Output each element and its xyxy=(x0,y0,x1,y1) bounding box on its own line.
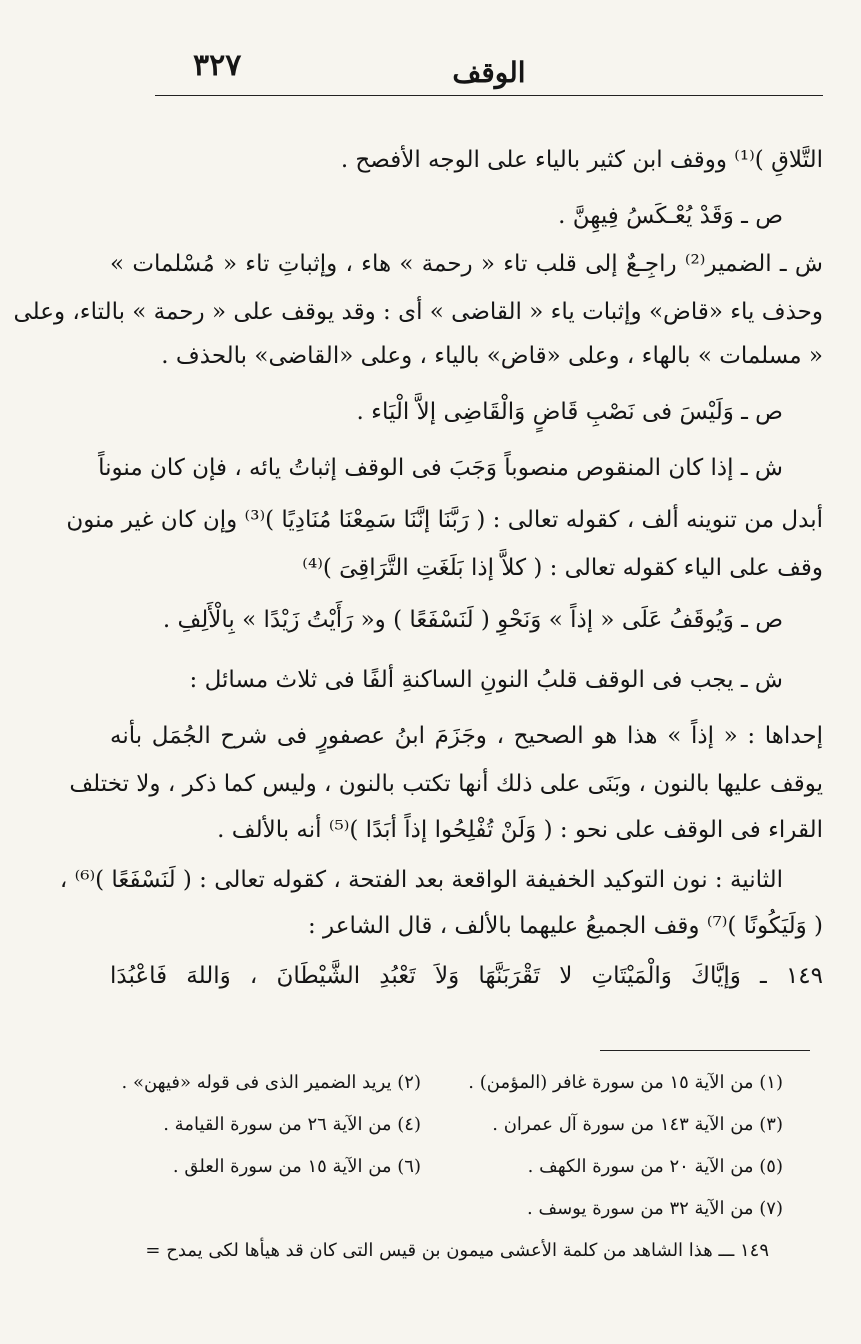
footnote-149: ١٤٩ ـــ هذا الشاهد من كلمة الأعشى ميمون بن قيس التى كان قد هيأها لكى يمدح = xyxy=(145,1240,769,1261)
text-line: ص ـ وَلَيْسَ فى نَصْبِ قَاضٍ وَالْقَاضِى إلاَّ الْيَاء . xyxy=(356,399,783,425)
footnote-3: (٣) من الآية ١٤٣ من سورة آل عمران . xyxy=(492,1114,783,1135)
text-line: وحذف ياء «قاض» وإثبات ياء « القاضى » أى : وقد يوقف على « رحمة » بالتاء، وعلى xyxy=(13,299,823,325)
header-rule xyxy=(155,95,823,96)
text-line: ( وَلَيَكُونًا )⁽⁷⁾ وقف الجميعُ عليهما بالألف ، قال الشاعر : xyxy=(307,913,823,939)
text-line: ص ـ وَيُوقَفُ عَلَى « إذاً » وَنَحْوِ ( لَنَسْفَعًا ) و« رَأَيْتُ زَيْدًا » بِالْأَلِفِ . xyxy=(162,607,783,633)
footnote-5: (٥) من الآية ٢٠ من سورة الكهف . xyxy=(527,1156,783,1177)
text-line: ص ـ وَقَدْ يُعْـكَسُ فِيهِنَّ . xyxy=(558,203,783,229)
text-line: التَّلاقِ )⁽¹⁾ ووقف ابن كثير بالياء على الوجه الأفصح . xyxy=(340,147,823,173)
footnote-rule xyxy=(600,1050,810,1051)
footnote-4: (٤) من الآية ٢٦ من سورة القيامة . xyxy=(163,1114,421,1135)
text-line: ش ـ الضمير⁽²⁾ راجِـعٌ إلى قلب تاء « رحمة » هاء ، وإثباتِ تاء « مُسْلمات » xyxy=(110,251,823,277)
footnote-2: (٢) يريد الضمير الذى فى قوله «فيهن» . xyxy=(121,1072,421,1093)
text-line: إحداها : « إذاً » هذا هو الصحيح ، وجَزَمَ ابنُ عصفورٍ فى شرح الجُمَل بأنه xyxy=(110,723,823,749)
text-line: ش ـ إذا كان المنقوص منصوباً وَجَبَ فى الوقف إثباتُ يائه ، فإن كان منوناً xyxy=(98,455,783,481)
text-line: أبدل من تنوينه ألف ، كقوله تعالى : ( رَبَّنَا إنَّنَا سَمِعْنَا مُنَادِيًا )⁽³⁾ وإن كان غير منون xyxy=(66,507,823,533)
text-line: ش ـ يجب فى الوقف قلبُ النونِ الساكنةِ ألفًا فى ثلاث مسائل : xyxy=(189,667,783,693)
poetry-verse: ١٤٩ ـ وَإيَّاكَ وَالْمَيْتَاتِ لا تَقْرَبَنَّهَا وَلاَ تَعْبُدِ الشَّيْطَانَ ، وَاللهَ فَاعْبُدَا xyxy=(110,963,823,989)
footnote-6: (٦) من الآية ١٥ من سورة العلق . xyxy=(172,1156,421,1177)
footnote-7: (٧) من الآية ٣٢ من سورة يوسف . xyxy=(527,1198,783,1219)
running-head: الوقف xyxy=(452,56,526,89)
page-header xyxy=(155,48,823,96)
text-line: « مسلمات » بالهاء ، وعلى «قاض» بالياء ، وعلى «القاضى» بالحذف . xyxy=(161,343,823,369)
text-line: الثانية : نون التوكيد الخفيفة الواقعة بعد الفتحة ، كقوله تعالى : ( لَنَسْفَعًا )⁽⁶⁾ ، xyxy=(59,867,783,893)
text-line: وقف على الياء كقوله تعالى : ( كلاَّ إذا بَلَغَتِ التَّرَاقِىَ )⁽⁴⁾ xyxy=(302,555,823,581)
page-number: ٣٢٧ xyxy=(193,48,242,83)
footnote-1: (١) من الآية ١٥ من سورة غافر (المؤمن) . xyxy=(468,1072,783,1093)
text-line: يوقف عليها بالنون ، وبَنَى على ذلك أنها تكتب بالنون ، وليس كما ذكر ، ولا تختلف xyxy=(69,771,823,797)
text-line: القراء فى الوقف على نحو : ( وَلَنْ تُفْلِحُوا إذاً أبَدًا )⁽⁵⁾ أنه بالألف . xyxy=(217,817,823,843)
